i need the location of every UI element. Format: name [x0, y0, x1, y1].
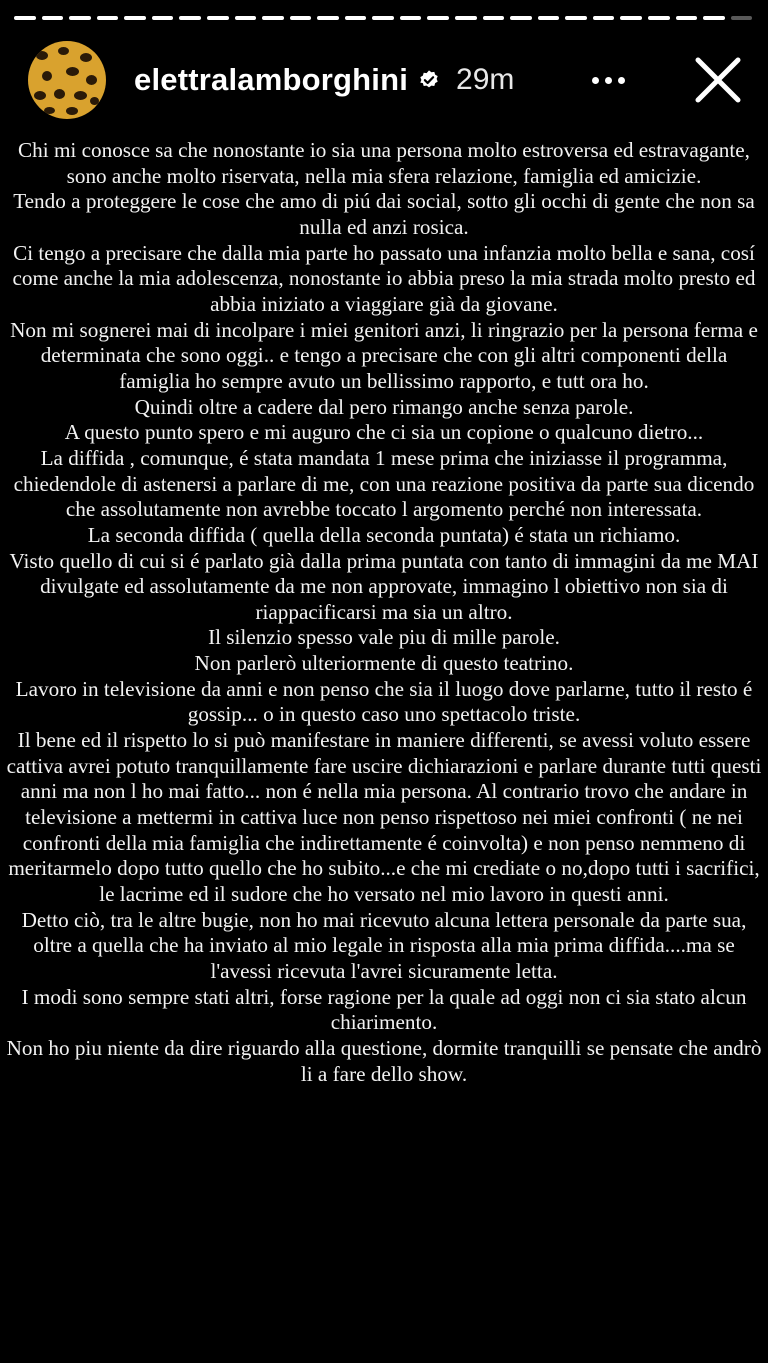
close-icon[interactable]: [692, 54, 744, 106]
progress-segment: [152, 16, 174, 20]
progress-segment: [427, 16, 449, 20]
progress-segment: [14, 16, 36, 20]
progress-segment: [483, 16, 505, 20]
username[interactable]: elettralamborghini: [134, 62, 409, 97]
story-progress-bar: [14, 16, 752, 20]
progress-segment: [179, 16, 201, 20]
progress-segment: [262, 16, 284, 20]
progress-segment: [290, 16, 312, 20]
progress-segment: [565, 16, 587, 20]
progress-segment: [538, 16, 560, 20]
story-paragraph: Tendo a proteggere le cose che amo di piú dai social, sotto gli occhi di gente che non sa nulla ed anzi rosica.: [13, 189, 755, 239]
story-paragraph: Ci tengo a precisare che dalla mia parte ho passato una infanzia molto bella e sana, cosí come anche la mia adolescenza, nonostante io abbia preso la mia strada molto presto ed abbia iniziato a viaggiare già da giovane.: [12, 240, 756, 316]
story-header: [28, 40, 748, 120]
progress-segment: [593, 16, 615, 20]
story-paragraph: La seconda diffida ( quella della seconda puntata) é stata un richiamo.: [87, 522, 681, 547]
story-text: [6, 138, 762, 1087]
story-paragraph: Non mi sognerei mai di incolpare i miei genitori anzi, li ringrazio per la persona ferma e determinata che sono oggi.. e tengo a precisare che con gli altri componenti della famiglia ho sempre avuto un bellissimo rapporto, e tutt ora ho.: [10, 317, 758, 393]
story-paragraph: Quindi oltre a cadere dal pero rimango anche senza parole.: [134, 394, 634, 419]
progress-segment: [207, 16, 229, 20]
story-paragraph: A questo punto spero e mi auguro che ci sia un copione o qualcuno dietro...: [64, 420, 704, 445]
verified-badge-icon: [418, 69, 440, 91]
progress-segment: [317, 16, 339, 20]
progress-segment: [42, 16, 64, 20]
story-paragraph: Non ho piu niente da dire riguardo alla questione, dormite tranquilli se pensate che andrò li a fare dello show.: [6, 1035, 762, 1086]
post-time: 29m: [456, 63, 515, 96]
story-paragraph: Il silenzio spesso vale piu di mille parole.: [208, 625, 560, 650]
progress-segment: [703, 16, 725, 20]
progress-segment: [372, 16, 394, 20]
progress-segment: [510, 16, 532, 20]
leopard-print-avatar[interactable]: [28, 41, 106, 119]
story-paragraph: I modi sono sempre stati altri, forse ragione per la quale ad oggi non ci sia stato alcun chiarimento.: [21, 984, 747, 1035]
story-paragraph: Lavoro in televisione da anni e non penso che sia il luogo dove parlarne, tutto il resto é gossip... o in questo caso uno spettacolo triste.: [15, 676, 753, 727]
story-paragraph: Detto ciò, tra le altre bugie, non ho mai ricevuto alcuna lettera personale da parte sua, oltre a quella che ha inviato al mio legale in risposta alla mia prima diffida....ma se l'avessi ricevuta l'avrei sicuramente letta.: [21, 907, 747, 983]
progress-segment: [620, 16, 642, 20]
progress-segment: [648, 16, 670, 20]
progress-segment: [345, 16, 367, 20]
story-paragraph: Visto quello di cui si é parlato già dalla prima puntata con tanto di immagini da me MAI divulgate ed assolutamente da me non approvate, immagino l obiettivo non sia di riappacificarsi ma sia un altro.: [9, 548, 759, 624]
story-paragraph: Non parlerò ulteriormente di questo teatrino.: [194, 651, 574, 676]
story-paragraph: Il bene ed il rispetto lo si può manifestare in maniere differenti, se avessi voluto essere cattiva avrei potuto tranquillamente fare uscire dichiarazioni e parlare durante tutti questi anni ma non l ho mai fatto... non é nella mia persona. Al contrario trovo che andare in televisione a mettermi in cattiva luce non penso rispettoso nei miei confronti ( ne nei confronti della mia famiglia che indirettamente é coinvolta) e non penso nemmeno di meritarmelo dopo tutto quello che ho subito...e che mi crediate o no,dopo tutti i sacrifici, le lacrime ed il sudore che ho versato nel mio lavoro in questi anni.: [6, 728, 762, 907]
progress-segment: [400, 16, 422, 20]
progress-segment: [676, 16, 698, 20]
progress-segment: [731, 16, 753, 20]
progress-segment: [69, 16, 91, 20]
story-paragraph: Chi mi conosce sa che nonostante io sia una persona molto estroversa ed estravagante, sono anche molto riservata, nella mia sfera relazione, famiglia ed amicizie.: [18, 138, 750, 188]
progress-segment: [97, 16, 119, 20]
story-paragraph: La diffida , comunque, é stata mandata 1 mese prima che iniziasse il programma, chiedendole di astenersi a parlare di me, con una reazione positiva da parte sua dicendo che assolutamente non avrebbe toccato l argomento perché non interessata.: [13, 445, 755, 522]
progress-segment: [124, 16, 146, 20]
progress-segment: [455, 16, 477, 20]
more-options-icon[interactable]: [584, 60, 632, 100]
progress-segment: [235, 16, 257, 20]
